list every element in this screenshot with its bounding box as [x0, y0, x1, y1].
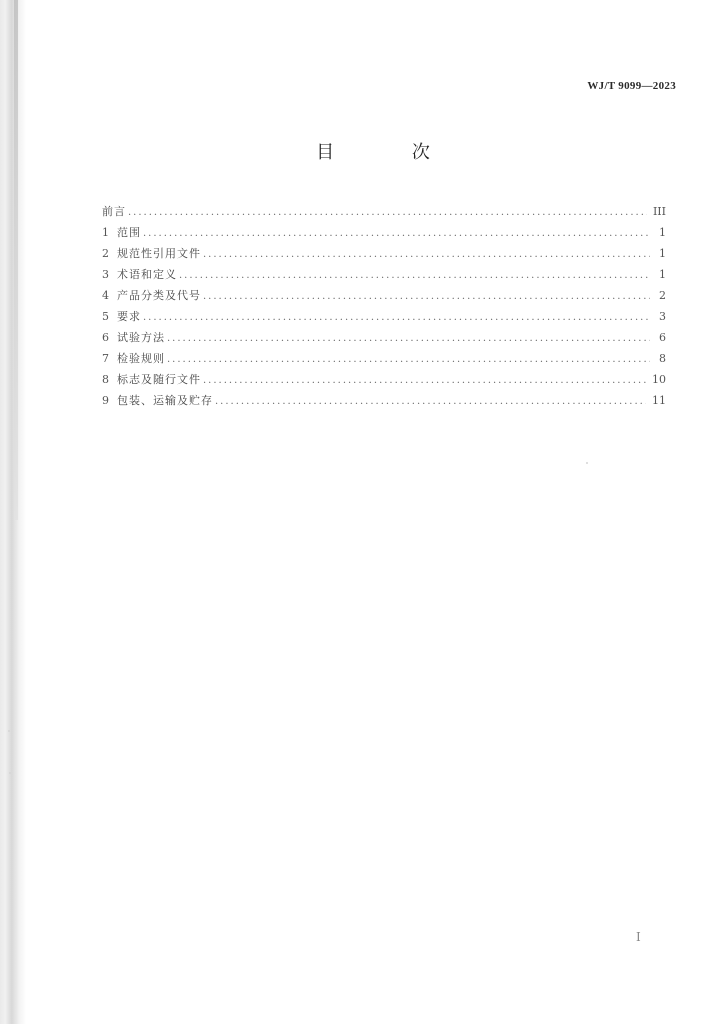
toc-entry-page: 1: [659, 247, 666, 260]
toc-entry-preface[interactable]: [102, 201, 666, 222]
toc-entry-label: 规范性引用文件: [117, 247, 201, 260]
toc-entry-label: 范围: [117, 226, 141, 239]
toc-dot-leader: [215, 391, 646, 412]
toc-dot-leader: [203, 286, 650, 307]
toc-entry-number: 5: [102, 310, 109, 323]
toc-entry-terms-definitions[interactable]: [102, 264, 666, 285]
toc-entry-page: 2: [659, 289, 666, 302]
toc-dot-leader: [203, 244, 650, 265]
toc-dot-leader: [128, 202, 647, 223]
page-number: I: [636, 930, 641, 944]
toc-entry-page: 10: [652, 373, 666, 386]
toc-entry-number: 1: [102, 226, 109, 239]
toc-dot-leader: [179, 265, 650, 286]
toc-entry-classification[interactable]: [102, 285, 666, 306]
toc-entry-label: 前言: [102, 205, 126, 218]
toc-entry-page: 11: [652, 394, 666, 407]
standard-code: WJ/T 9099—2023: [587, 80, 676, 92]
toc-entry-label: 试验方法: [117, 331, 165, 344]
toc-dot-leader: [167, 349, 650, 370]
table-of-contents: [102, 201, 666, 411]
toc-entry-packaging-storage[interactable]: [102, 390, 666, 411]
toc-entry-page: 1: [659, 268, 666, 281]
toc-dot-leader: [167, 328, 650, 349]
toc-entry-page: 6: [659, 331, 666, 344]
toc-entry-number: 7: [102, 352, 109, 365]
toc-entry-inspection-rules[interactable]: [102, 348, 666, 369]
toc-entry-number: 6: [102, 331, 109, 344]
scan-speck: [8, 730, 10, 732]
toc-entry-page: 3: [659, 310, 666, 323]
toc-entry-number: 3: [102, 268, 109, 281]
toc-entry-label: 包装、运输及贮存: [117, 394, 213, 407]
toc-entry-normative-references[interactable]: [102, 243, 666, 264]
toc-entry-label: 检验规则: [117, 352, 165, 365]
toc-dot-leader: [143, 223, 650, 244]
scan-speck: [586, 462, 588, 464]
toc-entry-number: 9: [102, 394, 109, 407]
toc-dot-leader: [203, 370, 646, 391]
toc-entry-number: 8: [102, 373, 109, 386]
scan-speck: [9, 772, 11, 774]
toc-entry-test-methods[interactable]: [102, 327, 666, 348]
toc-dot-leader: [143, 307, 650, 328]
toc-entry-scope[interactable]: [102, 222, 666, 243]
toc-entry-label: 标志及随行文件: [117, 373, 201, 386]
toc-entry-number: 2: [102, 247, 109, 260]
toc-entry-marking-documents[interactable]: [102, 369, 666, 390]
toc-entry-page: 8: [659, 352, 666, 365]
toc-title: 目 次: [316, 142, 466, 163]
toc-entry-label: 产品分类及代号: [117, 289, 201, 302]
toc-entry-page: 1: [659, 226, 666, 239]
toc-entry-page: III: [652, 205, 666, 218]
toc-entry-requirements[interactable]: [102, 306, 666, 327]
toc-entry-label: 术语和定义: [117, 268, 177, 281]
scan-binding-shadow: [14, 0, 18, 520]
toc-entry-label: 要求: [117, 310, 141, 323]
toc-entry-number: 4: [102, 289, 109, 302]
